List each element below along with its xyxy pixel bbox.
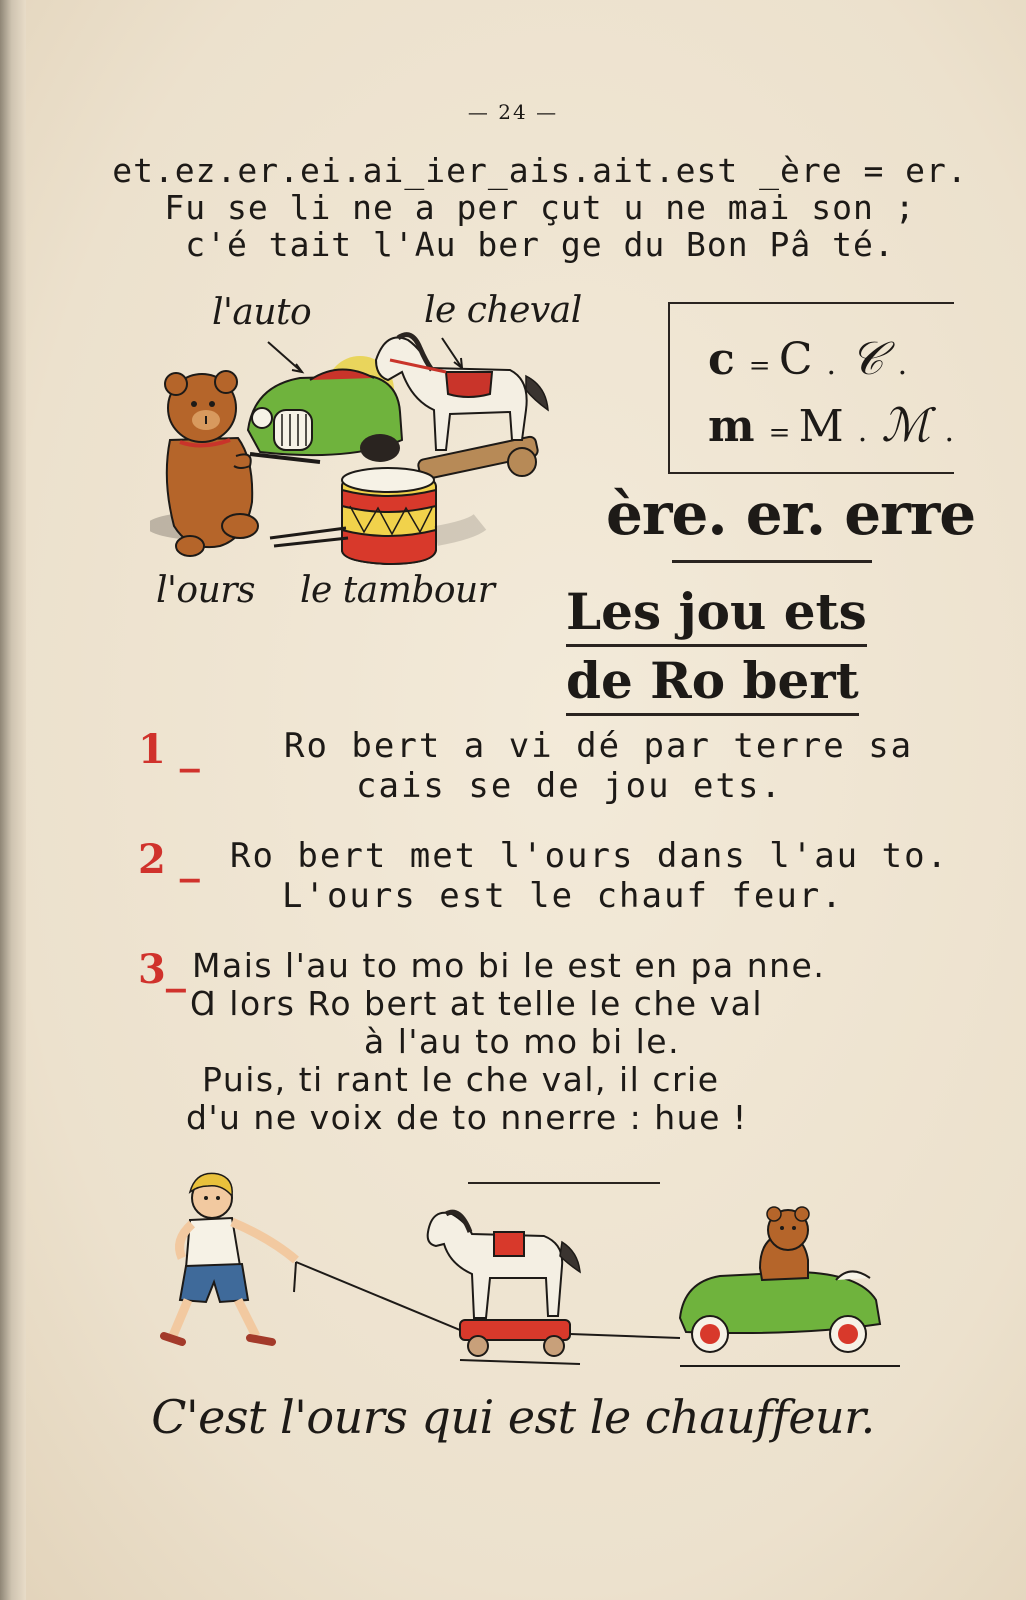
paragraph-number: 2 _ bbox=[138, 836, 200, 883]
boy-icon bbox=[164, 1173, 296, 1342]
paragraph-line: Ro bert met l'ours dans l'au to. bbox=[230, 836, 950, 876]
letter-row-m: m = M . ℳ . bbox=[708, 400, 954, 452]
intro-text bbox=[100, 152, 980, 263]
label-cheval: le cheval bbox=[424, 290, 582, 331]
boy-pulling-drawing bbox=[160, 1160, 940, 1380]
intro-line: Fu se li ne a per çut u ne mai son ; bbox=[164, 188, 916, 227]
letter-m-lower: m bbox=[708, 401, 755, 452]
paragraph-number: 3_ bbox=[138, 946, 186, 993]
label-tambour: le tambour bbox=[300, 570, 495, 611]
paragraph-1 bbox=[138, 726, 958, 816]
page-number: — 24 — bbox=[467, 100, 559, 124]
paragraph-line: Ɑ lors Ro bert at telle le che val bbox=[190, 984, 764, 1023]
paragraph-line: L'ours est le chauf feur. bbox=[282, 876, 844, 916]
boy-pulling-toys-illustration bbox=[160, 1160, 940, 1380]
horse-icon bbox=[376, 335, 548, 481]
story-title-line-2: de Ro bert bbox=[566, 651, 859, 716]
paragraph-line: Ro bert a vi dé par terre sa bbox=[284, 726, 914, 766]
letter-c-cursive: 𝒞 bbox=[850, 333, 884, 384]
bear-icon bbox=[150, 371, 258, 556]
paragraph-line: à l'au to mo bi le. bbox=[364, 1022, 681, 1061]
label-auto: l'auto bbox=[212, 292, 312, 333]
letter-m-cursive: ℳ bbox=[881, 400, 931, 451]
paragraph-line: d'u ne voix de to nnerre : hue ! bbox=[186, 1098, 748, 1137]
letter-c-upper: C bbox=[778, 334, 813, 385]
sound-list-line: et.ez.er.ei.ai_ier_ais.ait.est _ère = er. bbox=[112, 151, 968, 190]
illustration-caption: C'est l'ours qui est le chauffeur. bbox=[151, 1390, 875, 1444]
sound-heading-underline bbox=[672, 560, 872, 563]
book-spine bbox=[0, 0, 26, 1600]
label-ours: l'ours bbox=[156, 570, 255, 611]
car-with-bear-icon bbox=[680, 1207, 880, 1352]
letter-box bbox=[668, 302, 954, 474]
story-title bbox=[566, 582, 896, 716]
story-title-line-1: Les jou ets bbox=[566, 582, 867, 647]
paragraph-line: Puis, ti rant le che val, il crie bbox=[202, 1060, 720, 1099]
paragraph-2 bbox=[138, 836, 958, 926]
letter-m-upper: M bbox=[798, 401, 844, 452]
car-icon bbox=[248, 369, 402, 462]
paragraph-line: cais se de jou ets. bbox=[356, 766, 783, 806]
toys-illustration bbox=[150, 290, 600, 620]
paragraph-line: Mais l'au to mo bi le est en pa nne. bbox=[192, 946, 826, 985]
paragraph-3 bbox=[138, 946, 958, 1166]
paragraph-number: 1 _ bbox=[138, 726, 200, 773]
letter-c-lower: c bbox=[708, 334, 735, 385]
sound-heading: ère. er. erre bbox=[606, 480, 976, 548]
letter-row-c: c = C . 𝒞 . bbox=[708, 333, 908, 385]
drum-icon bbox=[270, 468, 480, 564]
horse-icon bbox=[428, 1212, 580, 1356]
intro-line: c'é tait l'Au ber ge du Bon Pâ té. bbox=[185, 225, 895, 264]
